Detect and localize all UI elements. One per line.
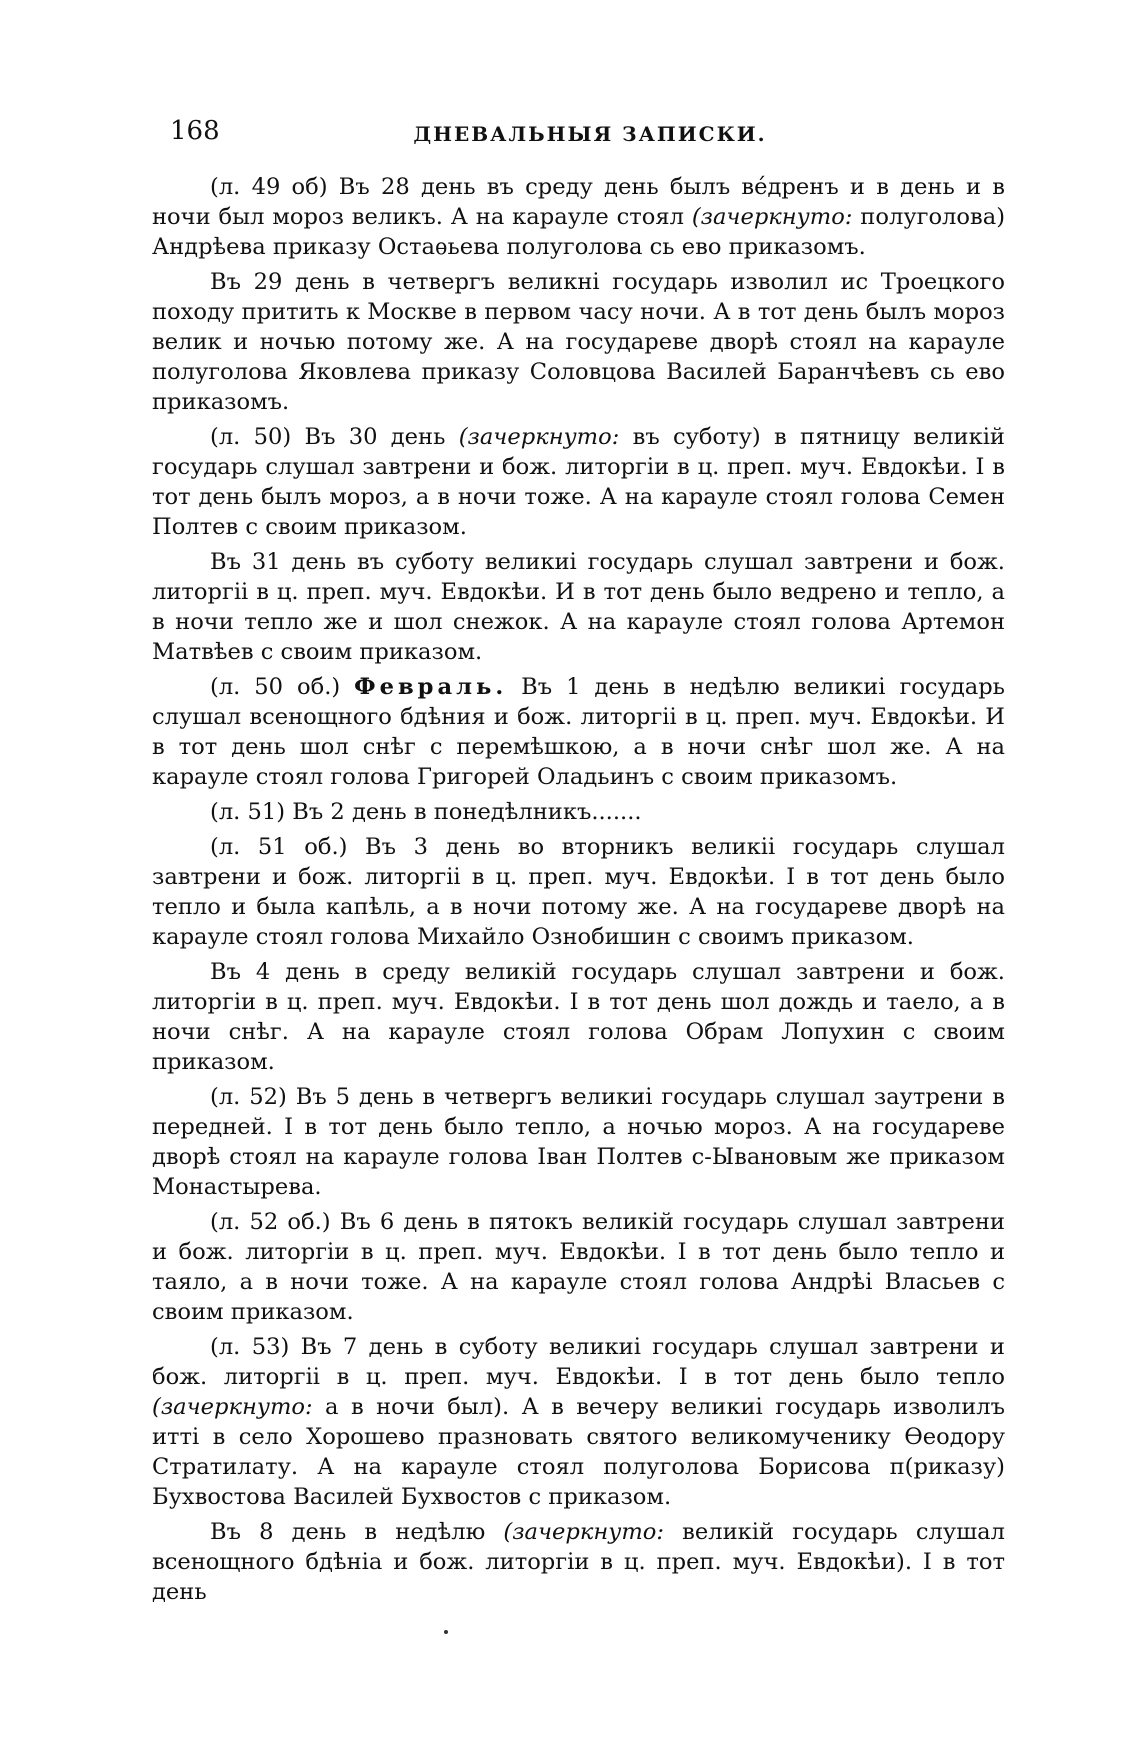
paragraph bbox=[152, 1082, 1005, 1202]
paragraph bbox=[152, 832, 1005, 952]
paragraph bbox=[152, 1332, 1005, 1512]
italic-note: (зачеркнуто: bbox=[152, 1394, 313, 1420]
text-run: а в ночи был). А в вечеру великиі государь изволилъ иттi в село Хорошево празновать святого великомученику Ѳеодору Стратилату. А на карауле стоял полуголова Борисова п(риказу) Бухвостова Василей Бухвостов с приказом. bbox=[152, 1394, 1005, 1510]
paragraph bbox=[152, 1207, 1005, 1327]
text-run: (л. 52) Въ 5 день в четвергъ великиі государь слушал заутрени в передней. I в тот день было тепло, а ночью мороз. А на государеве дворѣ стоял на карауле голова Іван Полтев с-Ывановым же приказом Монастырева. bbox=[152, 1084, 1005, 1200]
page-number: 168 bbox=[170, 116, 220, 146]
text-run: Въ 1 день в недѣлю великиі государь слушал всенощного бдѣния и бож. литоргіі в ц. преп. муч. Евдокѣи. И в тот день шол снѣг с перемѣшкою, а в ночи снѣг шол же. А на карауле стоял голова Григорей Оладьинъ с своим приказомъ. bbox=[152, 674, 1005, 790]
month-heading: Февраль. bbox=[354, 674, 508, 700]
text-run: Въ 31 день въ суботу великиі государь слушал завтрени и бож. литоргіі в ц. преп. муч. Евдокѣи. И в тот день было ведрено и тепло, а в ночи тепло же и шол снежок. А на карауле стоял голова Артемон Матвѣев с своим приказом. bbox=[152, 549, 1005, 665]
paragraph bbox=[152, 267, 1005, 417]
italic-note: (зачеркнуто: bbox=[691, 204, 853, 230]
text-run: (л. 49 об) Въ 28 день въ среду день былъ ве́дренъ и в день и в ночи был мороз великъ. А на карауле стоял bbox=[152, 174, 1005, 230]
paragraph bbox=[152, 172, 1005, 262]
text-run: (л. 52 об.) Въ 6 день в пятокъ великій государь слушал завтрени и бож. литоргіи в ц. преп. муч. Евдокѣи. I в тот день было тепло и таяло, а в ночи тоже. А на карауле стоял голова Андрѣі Власьев с своим приказом. bbox=[152, 1209, 1005, 1325]
paragraph bbox=[152, 672, 1005, 792]
paragraph bbox=[152, 957, 1005, 1077]
text-run: полуголова) Андрѣева приказу Остаѳьева полуголова сь ево приказомъ. bbox=[152, 204, 1006, 260]
text-run: Въ 8 день в недѣлю bbox=[210, 1519, 504, 1545]
paragraph bbox=[152, 1517, 1005, 1607]
paragraph bbox=[152, 422, 1005, 542]
running-title: ДНЕВАЛЬНЫЯ ЗАПИСКИ. bbox=[413, 122, 767, 146]
text-run: великій государь слушал всенощного бдѣніа и бож. литоргіи в ц. преп. муч. Евдокѣи). I в тот день bbox=[152, 1519, 1005, 1605]
text-run: Въ 4 день в среду великій государь слушал завтрени и бож. литоргіи в ц. преп. муч. Евдокѣи. I в тот день шол дождь и таело, а в ночи снѣг. А на карауле стоял голова Обрам Лопухин с своим приказом. bbox=[152, 959, 1005, 1075]
page-header bbox=[170, 116, 1010, 156]
text-run: въ суботу) в пятницу великій государь слушал завтрени и бож. литоргіи в ц. преп. муч. Евдокѣи. I в тот день былъ мороз, а в ночи тоже. А на карауле стоял голова Семен Полтев с своим приказом. bbox=[152, 424, 1005, 540]
paragraph bbox=[152, 797, 1005, 827]
text-run: (л. 50 об.) bbox=[210, 674, 355, 700]
paragraph bbox=[152, 547, 1005, 667]
italic-note: (зачеркнуто: bbox=[458, 424, 620, 450]
text-run: (л. 50) Въ 30 день bbox=[210, 424, 459, 450]
text-run: (л. 53) Въ 7 день в суботу великиі государь слушал завтрени и бож. литоргіі в ц. преп. муч. Евдокѣи. I в тот день было тепло bbox=[152, 1334, 1005, 1390]
italic-note: (зачеркнуто: bbox=[503, 1519, 665, 1545]
body-text bbox=[152, 172, 1005, 1612]
text-run: (л. 51) Въ 2 день в понедѣлникъ....... bbox=[210, 799, 642, 825]
print-speck bbox=[444, 1630, 448, 1634]
text-run: (л. 51 об.) Въ 3 день во вторникъ великіі государь слушал завтрени и бож. литоргіі в ц. преп. муч. Евдокѣи. I в тот день было тепло и была капѣль, а в ночи потому же. А на государеве дворѣ на карауле стоял голова Михайло Ознобишин с своимъ приказом. bbox=[152, 834, 1005, 950]
text-run: Въ 29 день в четвергъ великні государь изволил ис Троецкого походу притить к Москве в первом часу ночи. А в тот день былъ мороз велик и ночью потому же. А на государеве дворѣ стоял на карауле полуголова Яковлева приказу Соловцова Василей Баранчѣевъ сь ево приказомъ. bbox=[152, 269, 1005, 415]
